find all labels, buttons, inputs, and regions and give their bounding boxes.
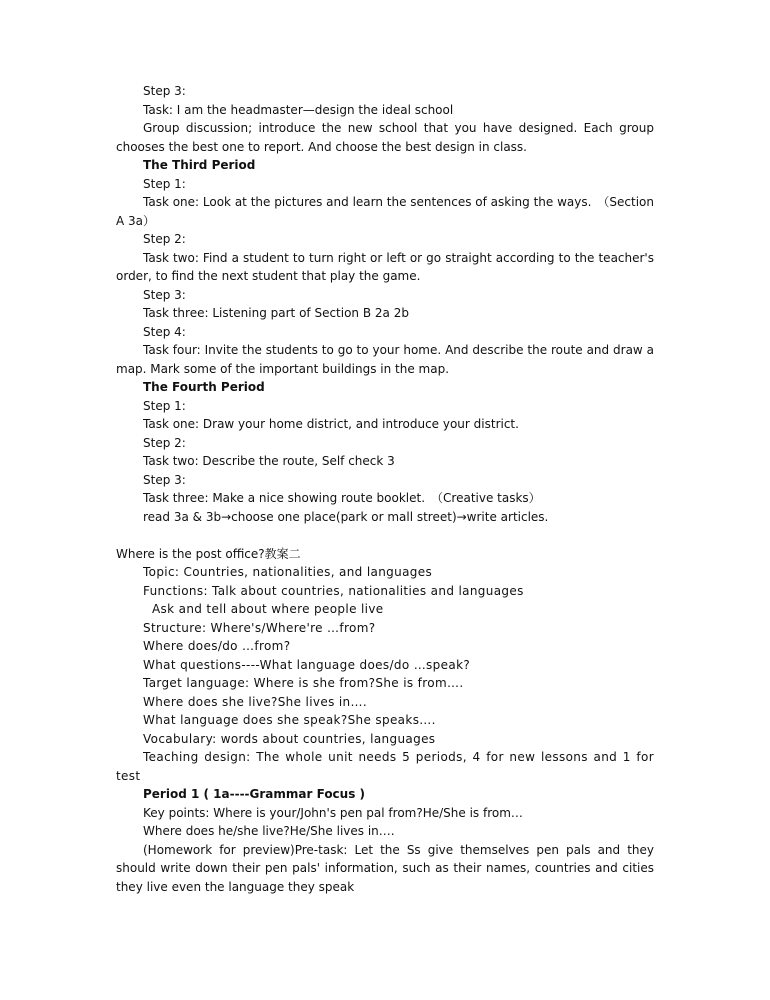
paragraph: Group discussion; introduce the new school that you have designed. Each group chooses the best one to report. And choose the best design in class.: [116, 121, 654, 154]
paragraph: Functions: Talk about countries, nationalities and languages: [143, 583, 524, 598]
paragraph: Step 1:: [143, 176, 186, 191]
paragraph: Step 4:: [143, 324, 186, 339]
paragraph: Key points: Where is your/John's pen pal from?He/She is from…: [143, 805, 523, 820]
paragraph: Task: I am the headmaster—design the ideal school: [143, 102, 454, 117]
paragraph: (Homework for preview)Pre-task: Let the Ss give themselves pen pals and they should write down their pen pals' information, such as their names, countries and cities they live even the language they speak: [116, 842, 654, 894]
paragraph: Step 1:: [143, 398, 186, 413]
paragraph: Vocabulary: words about countries, languages: [143, 731, 436, 746]
paragraph: Ask and tell about where people live: [152, 602, 384, 616]
paragraph: What language does she speak?She speaks….: [143, 713, 436, 727]
paragraph: Task one: Look at the pictures and learn the sentences of asking the ways. （Section A 3a）: [116, 195, 655, 228]
document-page: [116, 82, 654, 896]
paragraph: Task two: Find a student to turn right or left or go straight according to the teacher's order, to find the next student that play the game.: [116, 250, 654, 283]
paragraph: Task two: Describe the route, Self check 3: [143, 454, 395, 468]
paragraph: Task one: Draw your home district, and introduce your district.: [143, 417, 519, 431]
paragraph: Step 3:: [143, 84, 186, 98]
paragraph: Where does/do …from?: [143, 639, 291, 653]
section-lesson-plan-two: [116, 563, 654, 896]
paragraph: Structure: Where's/Where're …from?: [143, 620, 376, 635]
section-heading: The Fourth Period: [143, 380, 265, 394]
paragraph: Step 3:: [143, 472, 186, 487]
paragraph: What questions----What language does/do …speak?: [143, 657, 471, 672]
blank-line: [116, 526, 654, 545]
paragraph: Task three: Make a nice showing route booklet. （Creative tasks）: [143, 491, 541, 505]
paragraph: read 3a & 3b→choose one place(park or mall street)→write articles.: [143, 509, 549, 524]
paragraph: Task three: Listening part of Section B 2a 2b: [143, 306, 409, 320]
paragraph: Step 2:: [143, 232, 186, 246]
paragraph: Step 3:: [143, 287, 186, 302]
section-heading: The Third Period: [143, 158, 256, 172]
paragraph: Topic: Countries, nationalities, and languages: [143, 565, 433, 579]
section-title: Where is the post office?教案二: [116, 546, 301, 561]
paragraph: Teaching design: The whole unit needs 5 periods, 4 for new lessons and 1 for test: [116, 750, 654, 783]
paragraph: Where does she live?She lives in….: [143, 694, 367, 709]
section-unit-periods: [116, 82, 654, 526]
paragraph: Where does he/she live?He/She lives in….: [143, 824, 395, 838]
paragraph: Step 2:: [143, 435, 186, 450]
paragraph: Task four: Invite the students to go to your home. And describe the route and draw a map. Mark some of the important buildings in the map.: [116, 343, 654, 376]
paragraph: Target language: Where is she from?She is from….: [143, 676, 464, 690]
section-heading: Period 1 ( 1a----Grammar Focus ): [143, 787, 366, 801]
